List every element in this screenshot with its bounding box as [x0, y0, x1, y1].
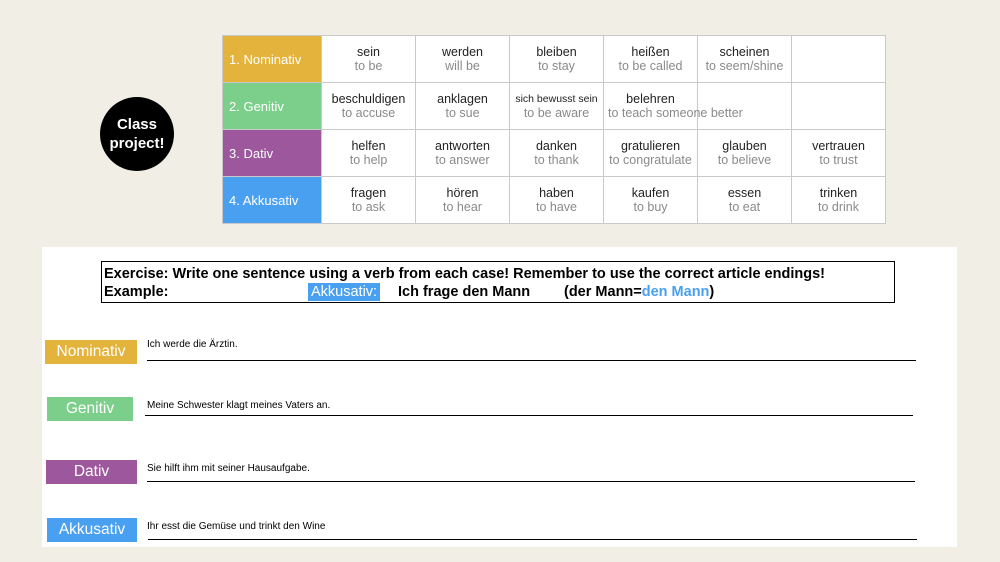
verb-german: scheinen: [719, 45, 770, 59]
case-header-dativ: 3. Dativ: [223, 130, 322, 177]
verb-german: belehren: [626, 92, 675, 106]
verb-case-table: [222, 35, 886, 224]
verb-english: to sue: [445, 106, 480, 120]
verb-german: beschuldigen: [331, 92, 406, 106]
verb-english: to accuse: [341, 106, 396, 120]
verb-cell: [416, 177, 510, 224]
verb-english: to hear: [443, 200, 482, 214]
case-header-genitiv: 2. Genitiv: [223, 83, 322, 130]
verb-english: to be: [354, 59, 383, 73]
verb-cell: [604, 177, 698, 224]
verb-german: haben: [539, 186, 574, 200]
verb-german: essen: [727, 186, 762, 200]
case-header-nominativ: 1. Nominativ: [223, 36, 322, 83]
verb-cell: [698, 130, 792, 177]
verb-german: sein: [357, 45, 380, 59]
verb-cell-empty: [792, 83, 886, 130]
verb-english: will be: [445, 59, 480, 73]
answer-label-nominativ: Nominativ: [45, 340, 137, 364]
verb-cell-empty: [792, 36, 886, 83]
answer-text-akkusativ: Ihr esst die Gemüse und trinkt den Wine: [147, 521, 326, 532]
verb-german: glauben: [722, 139, 767, 153]
verb-english: to answer: [435, 153, 490, 167]
class-project-badge: [100, 97, 174, 171]
verb-cell: [698, 36, 792, 83]
verb-german: heißen: [631, 45, 670, 59]
example-explanation: (der Mann=den Mann): [564, 284, 715, 300]
verb-english: to seem/shine: [705, 59, 784, 73]
example-highlight: den Mann: [641, 284, 710, 300]
verb-cell: [510, 83, 604, 130]
answer-label-genitiv: Genitiv: [47, 397, 133, 421]
verb-cell: [792, 130, 886, 177]
exercise-box: [101, 261, 895, 303]
verb-german: bleiben: [536, 45, 577, 59]
verb-english: to eat: [728, 200, 761, 214]
verb-cell: [510, 130, 604, 177]
answer-line-genitiv: [145, 415, 913, 416]
answer-line-dativ: [147, 481, 915, 482]
verb-english: to congratulate: [609, 153, 692, 167]
verb-english: to be called: [618, 59, 683, 73]
example-sentence: Ich frage den Mann: [398, 284, 531, 300]
verb-cell: [604, 36, 698, 83]
verb-german: werden: [442, 45, 483, 59]
verb-english: to thank: [534, 153, 579, 167]
verb-german: helfen: [351, 139, 386, 153]
verb-english: to ask: [351, 200, 386, 214]
verb-german: gratulieren: [620, 139, 681, 153]
verb-german: hören: [446, 186, 479, 200]
answer-label-dativ: Dativ: [46, 460, 137, 484]
verb-cell: [604, 83, 743, 130]
verb-cell: [322, 83, 416, 130]
table-row-genitiv: [223, 83, 886, 130]
verb-english: to help: [349, 153, 388, 167]
verb-cell: [416, 36, 510, 83]
verb-cell: [510, 36, 604, 83]
table-row-dativ: [223, 130, 886, 177]
verb-english: to have: [535, 200, 577, 214]
exercise-panel: [42, 247, 957, 547]
verb-german: sich bewusst sein: [515, 93, 598, 105]
verb-english: to trust: [819, 153, 858, 167]
answer-label-akkusativ: Akkusativ: [47, 518, 137, 542]
verb-english: to believe: [717, 153, 772, 167]
verb-english: to drink: [818, 200, 859, 214]
verb-cell: [792, 177, 886, 224]
case-header-akkusativ: 4. Akkusativ: [223, 177, 322, 224]
verb-german: anklagen: [437, 92, 488, 106]
answer-text-nominativ: Ich werde die Ärztin.: [147, 339, 238, 350]
table-row-akkusativ: [223, 177, 886, 224]
verb-german: kaufen: [631, 186, 670, 200]
verb-cell: [698, 177, 792, 224]
verb-cell: [416, 83, 510, 130]
verb-cell: [322, 130, 416, 177]
verb-english: to be aware: [523, 106, 590, 120]
verb-cell: [510, 177, 604, 224]
verb-german: fragen: [350, 186, 387, 200]
verb-german: trinken: [819, 186, 858, 200]
answer-line-nominativ: [147, 360, 916, 361]
verb-german: danken: [535, 139, 577, 153]
verb-cell: [416, 130, 510, 177]
answer-line-akkusativ: [148, 539, 917, 540]
verb-german: antworten: [435, 139, 490, 153]
exercise-instruction: Exercise: Write one sentence using a verb from each case! Remember to use the correct article endings!: [104, 266, 825, 282]
verb-cell: [322, 36, 416, 83]
verb-english: to buy: [633, 200, 668, 214]
verb-english: to stay: [538, 59, 575, 73]
table-row-nominativ: [223, 36, 886, 83]
badge-text: Class project!: [109, 116, 165, 152]
verb-english: to teach someone better: [608, 106, 743, 120]
answer-text-dativ: Sie hilft ihm mit seiner Hausaufgabe.: [147, 463, 310, 474]
verb-cell: [604, 130, 698, 177]
verb-german: vertrauen: [812, 139, 865, 153]
answer-text-genitiv: Meine Schwester klagt meines Vaters an.: [147, 400, 331, 411]
example-case-badge: Akkusativ:: [308, 283, 380, 301]
example-label: Example:: [104, 284, 169, 300]
verb-cell: [322, 177, 416, 224]
